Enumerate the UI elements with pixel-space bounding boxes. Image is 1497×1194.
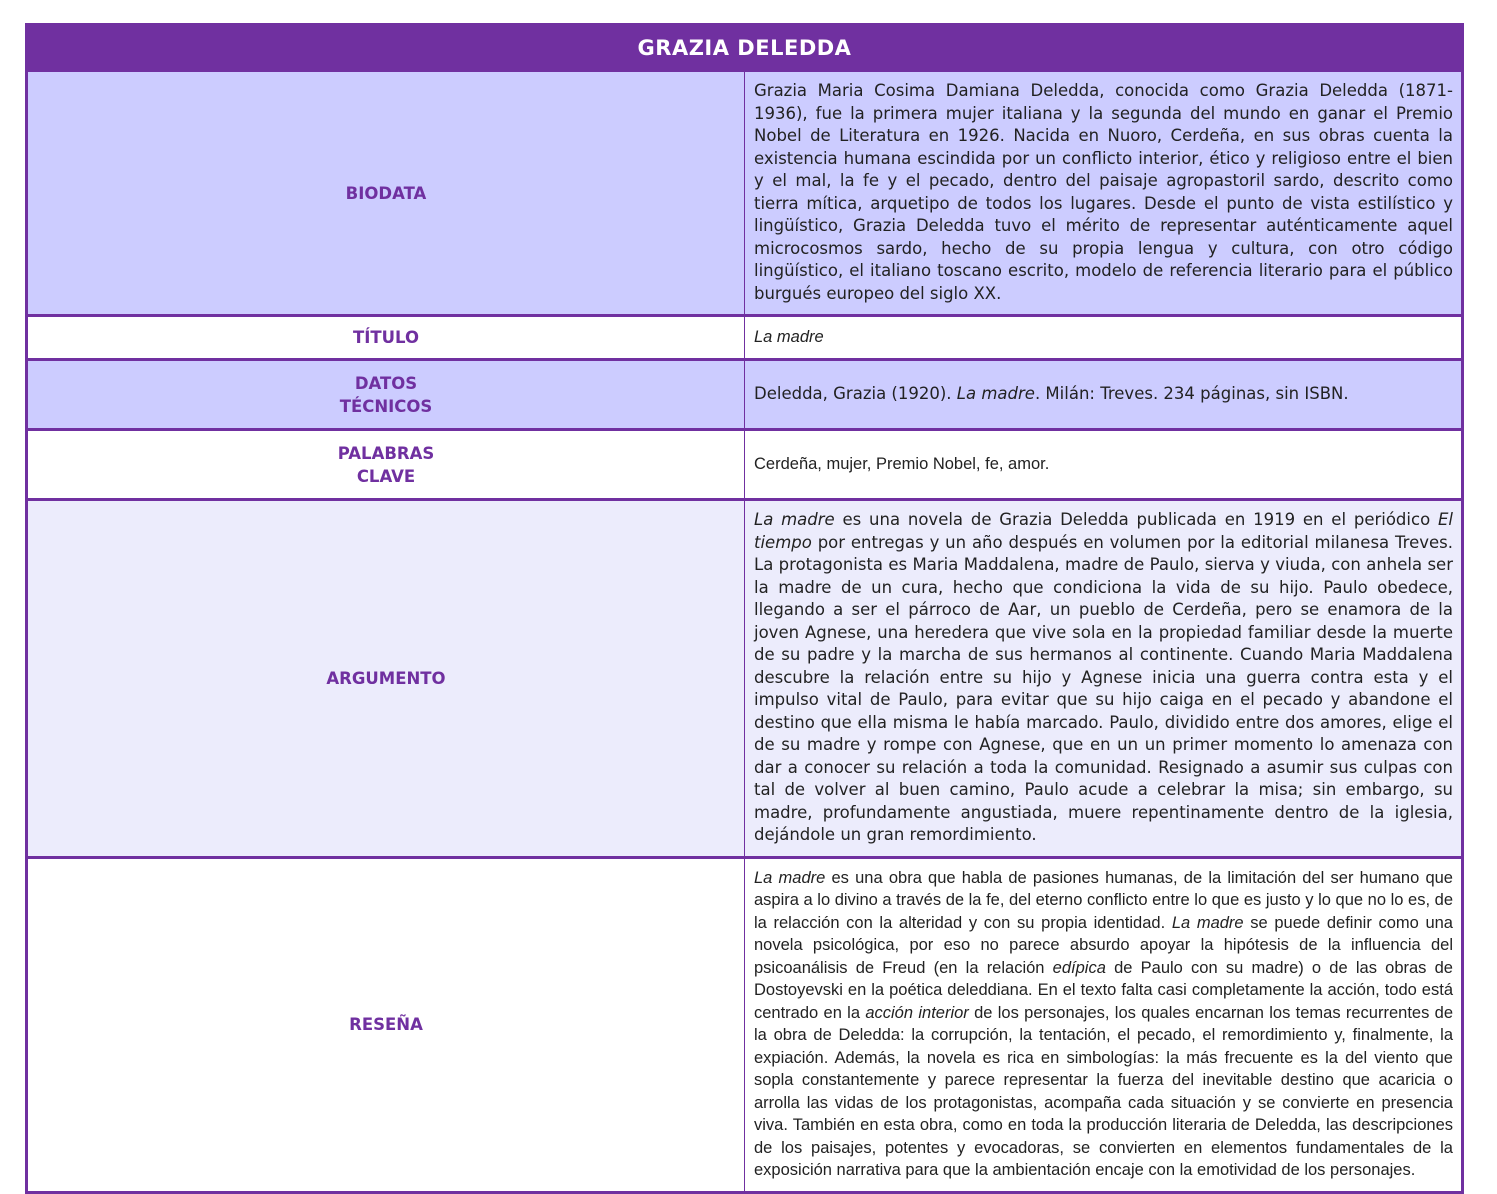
- label-titulo: [28, 316, 745, 360]
- datos-title: La madre: [956, 383, 1035, 403]
- resena-part5: edípica: [1052, 958, 1106, 977]
- row-datos: [28, 360, 1461, 430]
- resena-part8: de los personajes, los quales encarnan los temas recurrentes de la obra de Deledda: la corrupción, la tentación, el pecado, el remordimiento y, finalmente, la expiación. Además, la novela es rica en simbologías: la más frecuente es la del viento que sopla constantemente y parece representar la fuerza del inevitable destino que acaricia o arrolla las vidas de los protagonistas, acompaña cada situación y se convierte en presencia viva. También en esta obra, como en toda la producción literaria de Deledda, las descripciones de los paisajes, potentes y evocadoras, se convierten en elementos fundamentales de la exposición narrativa para que la ambientación encaje con la emotividad de los personajes.: [754, 1003, 1453, 1179]
- label-datos: [28, 360, 745, 430]
- label-datos-line2: TÉCNICOS: [339, 396, 433, 416]
- resena-part4: se puede definir como una novela psicológica, por eso no parece absurdo apoyar la hipótesis de la influencia del psicoanálisis de Freud (en la relación: [754, 913, 1453, 977]
- label-argumento: [28, 500, 745, 858]
- argumento-part2: es una novela de Grazia Deledda publicada en 1919 en el periódico: [834, 510, 1438, 529]
- argumento-part3: El tiempo: [754, 510, 1453, 552]
- label-biodata: [28, 71, 745, 316]
- label-argumento-text: ARGUMENTO: [326, 668, 446, 688]
- content-biodata: Grazia Maria Cosima Damiana Deledda, conocida como Grazia Deledda (1871-1936), fue la primera mujer italiana y la segunda del mundo en ganar el Premio Nobel de Literatura en 1926. Nacida en Nuoro, Cerdeña, en sus obras cuenta la existencia humana escindida por un conflicto interior, ético y religioso entre el bien y el mal, la fe y el pecado, dentro del paisaje agropastoril sardo, descrito como tierra mítica, arquetipo de todos los lugares. Desde el punto de vista estilístico y lingüístico, Grazia Deledda tuvo el mérito de representar auténticamente aquel microcosmos sardo, hecho de su propia lengua y cultura, con otro código lingüístico, el italiano toscano escrito, modelo de referencia literario para el público burgués europeo del siglo XX.: [745, 71, 1462, 316]
- row-palabras: [28, 430, 1461, 500]
- row-titulo: [28, 316, 1461, 360]
- card-title: GRAZIA DELEDDA: [28, 26, 1461, 71]
- label-palabras: [28, 430, 745, 500]
- content-titulo: [745, 316, 1462, 360]
- datos-publisher: . Milán: Treves. 234 páginas, sin ISBN.: [1034, 383, 1349, 403]
- content-resena: [745, 857, 1462, 1191]
- row-resena: [28, 857, 1461, 1191]
- content-palabras: Cerdeña, mujer, Premio Nobel, fe, amor.: [745, 430, 1462, 500]
- author-table: [28, 26, 1461, 1191]
- row-biodata: [28, 71, 1461, 316]
- argumento-part4: por entregas y un año después en volumen por la editorial milanesa Treves. La protagonista es Maria Maddalena, madre de Paulo, sierva y viuda, con anhela ser la madre de un cura, hecho que condiciona la vida de su hijo. Paulo obedece, llegando a ser el párroco de Aar, un pueblo de Cerdeña, pero se enamora de la joven Agnese, una heredera que vive sola en la propiedad familiar desde la muerte de su padre y la marcha de sus hermanos al continente. Cuando Maria Maddalena descubre la relación entre su hijo y Agnese inicia una guerra contra esta y el impulso vital de Paulo, para evitar que su hijo caiga en el pecado y abandone el destino que ella misma le había marcado. Paulo, dividido entre dos amores, elige el de su madre y rompe con Agnese, que en un un primer momento lo amenaza con dar a conocer su relación a toda la comunidad. Resignado a asumir sus culpas con tal de volver al buen camino, Paulo acude a celebrar la misa; sin embargo, su madre, profundamente angustiada, muere repentinamente dentro de la iglesia, dejándole un gran remordimiento.: [754, 532, 1453, 844]
- resena-part7: acción interior: [865, 1003, 969, 1022]
- titulo-text: La madre: [754, 327, 824, 346]
- resena-part3: La madre: [1171, 913, 1244, 932]
- argumento-part1: La madre: [754, 510, 835, 529]
- author-card: [25, 23, 1464, 1194]
- resena-part6: de Paulo con su madre) o de las obras de Dostoyevski en la poética deleddiana. En el texto falta casi completamente la acción, todo está centrado en la: [754, 958, 1453, 1022]
- label-titulo-text: TÍTULO: [353, 328, 419, 347]
- label-palabras-line2: CLAVE: [356, 466, 416, 486]
- row-argumento: [28, 500, 1461, 858]
- content-argumento: [745, 500, 1462, 858]
- resena-part1: La madre: [754, 868, 826, 887]
- label-biodata-text: BIODATA: [345, 183, 427, 203]
- label-datos-line1: DATOS: [354, 373, 418, 393]
- label-resena-text: RESEÑA: [349, 1015, 423, 1034]
- label-resena: [28, 857, 745, 1191]
- label-palabras-line1: PALABRAS: [337, 443, 435, 463]
- content-datos: [745, 360, 1462, 430]
- resena-part2: es una obra que habla de pasiones humanas, de la limitación del ser humano que aspira a lo divino a través de la fe, del eterno conflicto entre lo que es justo y lo que no lo es, de la relacción con la alteridad y con su propia identidad.: [754, 868, 1453, 932]
- datos-author: Deledda, Grazia (1920).: [754, 383, 957, 403]
